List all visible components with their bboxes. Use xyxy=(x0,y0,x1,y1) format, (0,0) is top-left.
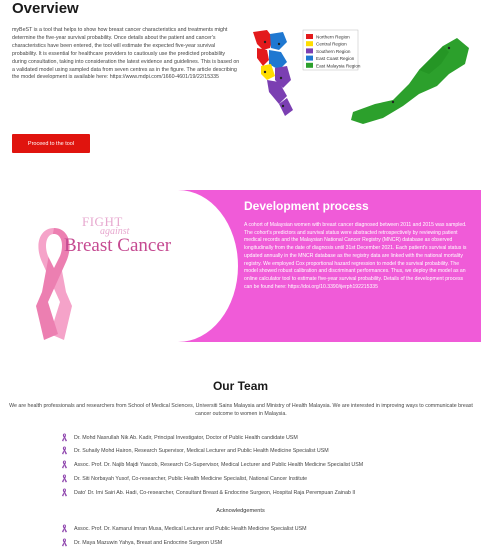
fight-breast-cancer-banner xyxy=(64,210,224,270)
acknowledgement-name: Dr. Maya Mazuwin Yahya, Breast and Endocrine Surgeon USM xyxy=(74,539,223,546)
acknowledgement-item xyxy=(61,524,307,533)
development-title: Development process xyxy=(244,199,369,213)
legend-label: Northern Region xyxy=(316,34,350,40)
team-member-name: Dr. Mohd Nasrullah Nik Ab. Kadir, Principal Investigator, Doctor of Public Health candidate USM xyxy=(74,434,298,441)
acknowledgement-item xyxy=(61,538,222,547)
purple-ribbon-icon xyxy=(61,488,68,497)
overview-description: myBeST is a tool that helps to show how breast cancer characteristics and treatments might determine the five-year survival probability. Once details about the patient and cancer's characteristics have been entered, the tool will estimate the expected five-year survival probability. It is essential for healthcare providers to cautiously use the predicted probability during consultation, taking into consideration the latest evidence and guidelines. This is based on a validated model using sampled data from seven centres as in the figure. The article describing the model development is available here: https://www.mdpi.com/1660-4601/19/22/15335 xyxy=(12,27,240,81)
development-description: A cohort of Malaysian women with breast cancer diagnosed between 2011 and 2015 was sampled. The cohort's predictors and survival status were abstracted retrospectively by reviewing patient medical records and the Malaysian National Cancer Registry (MNCR) database as observed longitudinally from the date of diagnosis until 31st December 2021. Each patient's survival status is updated annually in the MNCR database as the registry data are linked with the national mortality registry. We employed Cox proportional hazard regression to model the survival probability. The model showed robust calibration and discriminant performances. Thus, we deploy the model as an online calculator tool to estimate five-year survival probability. Details of the development process can be found here: https://doi.org/10.3390/ijerph192215335 xyxy=(244,222,467,290)
team-title: Our Team xyxy=(212,379,269,393)
proceed-to-tool-button[interactable]: Proceed to the tool xyxy=(12,134,90,153)
acknowledgement-name: Assoc. Prof. Dr. Kamarul Imran Musa, Medical Lecturer and Public Health Medicine Specialist USM xyxy=(74,525,307,532)
banner-line-1: FIGHT xyxy=(82,214,123,229)
team-member xyxy=(61,474,307,483)
team-intro: We are health professionals and researchers from School of Medical Sciences, Universiti Sains Malaysia and Ministry of Health Malaysia. We are interested in improving ways to communicate breast cancer outcome to women in Malaysia. xyxy=(9,403,473,417)
legend-swatch xyxy=(306,34,313,39)
purple-ribbon-icon xyxy=(61,433,68,442)
banner-line-3: Breast Cancer xyxy=(64,235,172,256)
banner-line-2: against xyxy=(100,226,130,237)
purple-ribbon-icon xyxy=(61,524,68,533)
map-image xyxy=(243,22,475,140)
malaysia-region-map xyxy=(243,22,475,140)
legend-swatch xyxy=(306,48,313,53)
team-member xyxy=(61,460,363,469)
purple-ribbon-icon xyxy=(61,474,68,483)
legend-label: East Malaysia Region xyxy=(316,63,361,69)
team-member xyxy=(61,488,355,497)
legend-swatch xyxy=(306,41,313,46)
team-member-name: Dr. Siti Norbayah Yusof, Co-researcher, Public Health Medicine Specialist, National Cancer Institute xyxy=(74,475,308,482)
team-member-name: Dato' Dr. Imi Sairi Ab. Hadi, Co-researcher, Consultant Breast & Endocrine Surgeon, Hospital Raja Perempuan Zainab II xyxy=(74,489,356,496)
purple-ribbon-icon xyxy=(61,460,68,469)
legend-swatch xyxy=(306,63,313,68)
overview-title: Overview xyxy=(12,0,79,17)
team-member xyxy=(61,446,329,455)
team-member xyxy=(61,433,298,442)
acknowledgements-title: Acknowledgements xyxy=(216,508,265,514)
purple-ribbon-icon xyxy=(61,538,68,547)
team-member-name: Assoc. Prof. Dr. Najib Majdi Yaacob, Research Co-Supervisor, Medical Lecturer and Public Health Medicine Specialist USM xyxy=(74,461,364,468)
legend-label: Southern Region xyxy=(316,48,351,54)
team-member-name: Dr. Suhaily Mohd Hairon, Research Supervisor, Medical Lecturer and Public Health Medicine Specialist USM xyxy=(74,447,329,454)
legend-label: East Coast Region xyxy=(316,56,355,62)
purple-ribbon-icon xyxy=(61,446,68,455)
legend-swatch xyxy=(306,56,313,61)
legend-label: Central Region xyxy=(316,41,347,47)
